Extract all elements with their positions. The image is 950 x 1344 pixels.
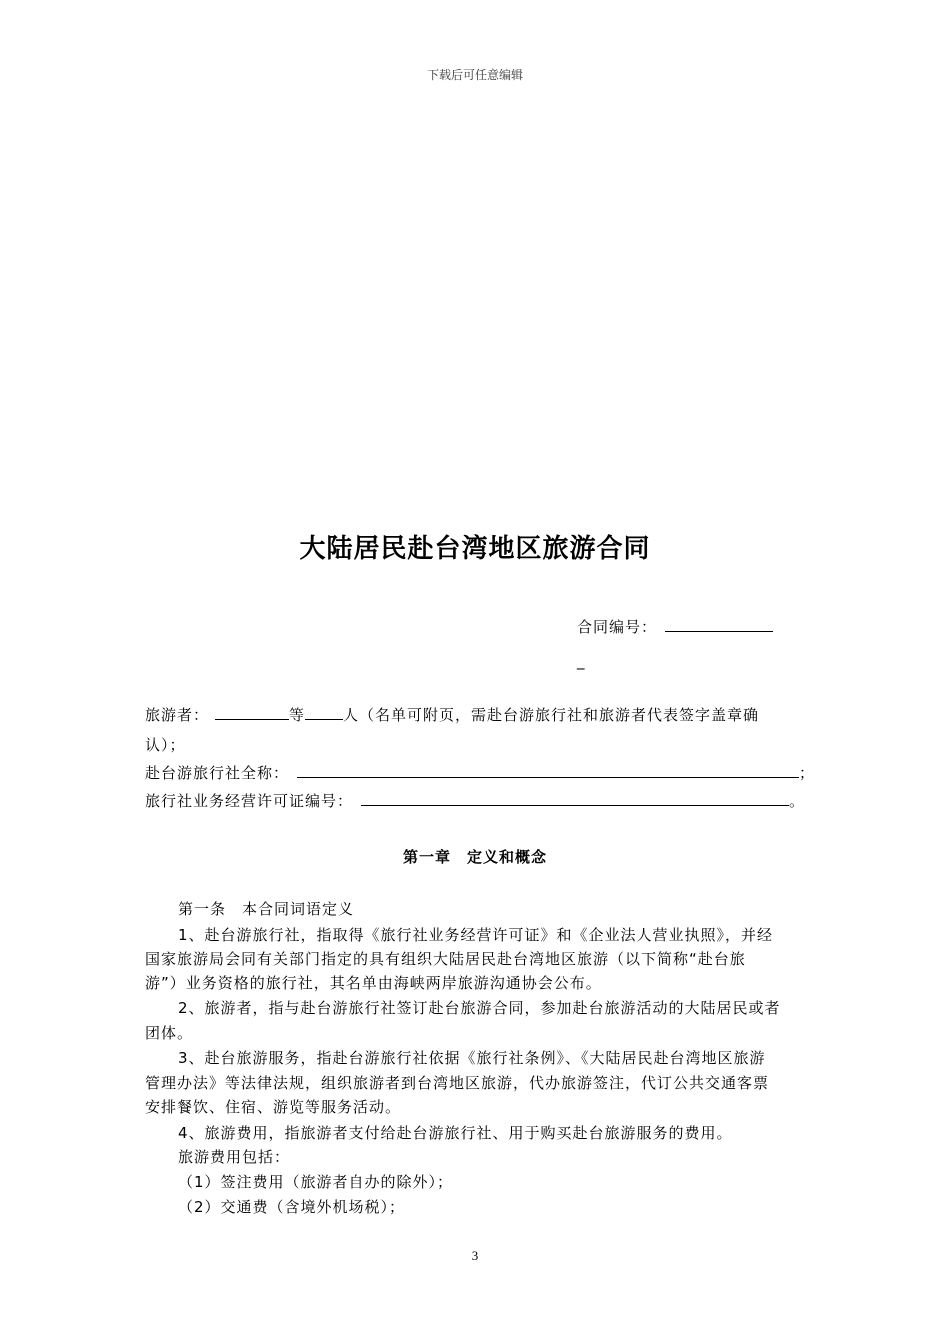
list-item: （2）交通费（含境外机场税）； [178,1198,406,1216]
agency-label: 赴台游旅行社全称： [145,764,290,782]
contract-number-row [577,616,773,637]
tourist-name-blank [215,705,289,720]
paragraph-line: 1、赴台游旅行社，指取得《旅行社业务经营许可证》和《企业法人营业执照》，并经 [178,926,774,944]
agency-name-blank [297,763,799,778]
contract-number-label: 合同编号： [577,618,658,636]
paragraph-line: 团体。 [145,1024,194,1042]
paragraph-line: 2、旅游者，指与赴台游旅行社签订赴台旅游合同，参加赴台旅游活动的大陆居民或者 [178,999,781,1017]
tourist-row-cont: 认）； [145,736,186,754]
paragraph-line: 国家旅游局会同有关部门指定的具有组织大陆居民赴台湾地区旅游（以下简称“赴台旅 [145,950,746,968]
contract-number-tail: _ [577,652,586,670]
paragraph-line: 3、赴台旅游服务，指赴台游旅行社依据《旅行社条例》、《大陆居民赴台湾地区旅游 [178,1049,766,1067]
tourist-after: 人（名单可附页，需赴台游旅行社和旅游者代表签字盖章确 [343,706,760,724]
tourist-count-blank [305,705,343,720]
paragraph-line: 4、旅游费用，指旅游者支付给赴台游旅行社、用于购买赴台旅游服务的费用。 [178,1124,733,1142]
agency-end: ； [799,764,816,782]
page-number: 3 [471,1248,479,1263]
license-row [145,790,805,811]
license-label: 旅行社业务经营许可证编号： [145,792,354,810]
contract-number-blank [665,617,773,632]
document-title: 大陆居民赴台湾地区旅游合同 [299,534,651,564]
tourist-row [145,704,759,725]
page-header: 下载后可任意编辑 [426,68,523,82]
license-end: 。 [789,792,806,810]
paragraph-line: 管理办法》等法律法规，组织旅游者到台湾地区旅游，代办旅游签注，代订公共交通客票 [145,1074,770,1092]
chapter-heading: 第一章 定义和概念 [402,848,547,866]
paragraph-line: 旅游费用包括： [178,1148,291,1166]
tourist-mid: 等 [289,706,306,724]
tourist-label: 旅游者： [145,706,210,724]
agency-row [145,762,815,783]
paragraph-line: 游”）业务资格的旅行社，其名单由海峡两岸旅游沟通协会公布。 [145,974,602,992]
license-number-blank [361,791,789,806]
article-heading: 第一条 本合同词语定义 [178,900,355,918]
list-item: （1）签注费用（旅游者自办的除外）； [178,1173,454,1191]
paragraph-line: 安排餐饮、住宿、游览等服务活动。 [145,1098,402,1116]
